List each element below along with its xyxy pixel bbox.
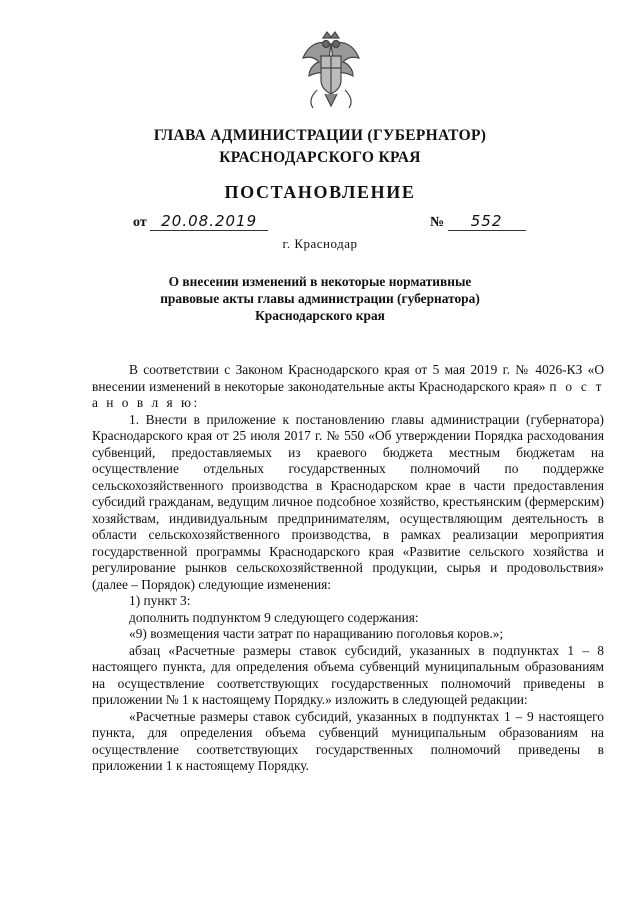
- date-label: от: [133, 215, 147, 230]
- title-line-2: правовые акты главы администрации (губернатора): [160, 291, 480, 306]
- subitem-1-paragraph-old: абзац «Расчетные размеры ставок субсидий, указанных в подпунктах 1 – 8 настоящего пункта, для определения объема субвенций муниципальным образованиям на осуществление соответствующих государственных полномочий приведены в приложении № 1 к настоящему Порядку.» изложить в следующей редакции:: [92, 642, 604, 707]
- title-line-1: О внесении изменений в некоторые нормативные: [168, 274, 472, 289]
- subitem-1: 1) пункт 3:: [129, 593, 191, 608]
- title-line-3: Краснодарского края: [255, 308, 385, 323]
- decree-word: п о с т а н о в л я ю:: [92, 378, 605, 410]
- date-value: 20.08.2019: [150, 212, 268, 231]
- coat-of-arms-icon: [299, 30, 363, 110]
- number-field: [430, 212, 526, 232]
- subitem-1-quote: «9) возмещения части затрат по наращиванию поголовья коров.»;: [129, 626, 504, 641]
- date-field: [133, 212, 268, 232]
- city-line: г. Краснодар: [282, 236, 358, 251]
- subitem-1-addition: дополнить подпунктом 9 следующего содержания:: [129, 609, 419, 625]
- document-body: [92, 362, 604, 775]
- subitem-1-paragraph-new: «Расчетные размеры ставок субсидий, указанных в подпунктах 1 – 9 настоящего пункта, для определения объема субвенций муниципальным образованиям на осуществление соответствующих государственных полномочий приведены в приложении 1 к настоящему Порядку.: [92, 708, 604, 773]
- document-type: ПОСТАНОВЛЕНИЕ: [224, 182, 416, 202]
- preamble-text: В соответствии с Законом Краснодарского края от 5 мая 2019 г. № 4026-КЗ «О внесении изменений в некоторые законодательные акты Краснодарского края»: [92, 362, 604, 394]
- item-1-paragraph: 1. Внести в приложение к постановлению главы администрации (губернатора) Краснодарского края от 25 июля 2017 г. № 550 «Об утверждении Порядка расходования субвенций, предоставляемых из краевого бюджета местным бюджетам на осуществление отдельных государственных полномочий по поддержке сельскохозяйственного производства в Краснодарском крае в части предоставления субсидий гражданам, ведущим личное подсобное хозяйство, крестьянским (фермерским) хозяйствам, индивидуальным предпринимателям, осуществляющим деятельность в области сельскохозяйственного производства, в рамках реализации мероприятия государственной программы Краснодарского края «Развитие сельского хозяйства и регулирование рынков сельскохозяйственной продукции, сырья и продовольствия» (далее – Порядок) следующие изменения:: [92, 411, 604, 592]
- document-title: [140, 273, 500, 324]
- preamble-paragraph: [92, 362, 604, 412]
- number-label: №: [430, 215, 445, 230]
- number-value: 552: [448, 212, 526, 231]
- issuer-line-2: КРАСНОДАРСКОГО КРАЯ: [219, 149, 421, 166]
- issuer-line-1: ГЛАВА АДМИНИСТРАЦИИ (ГУБЕРНАТОР): [153, 127, 487, 144]
